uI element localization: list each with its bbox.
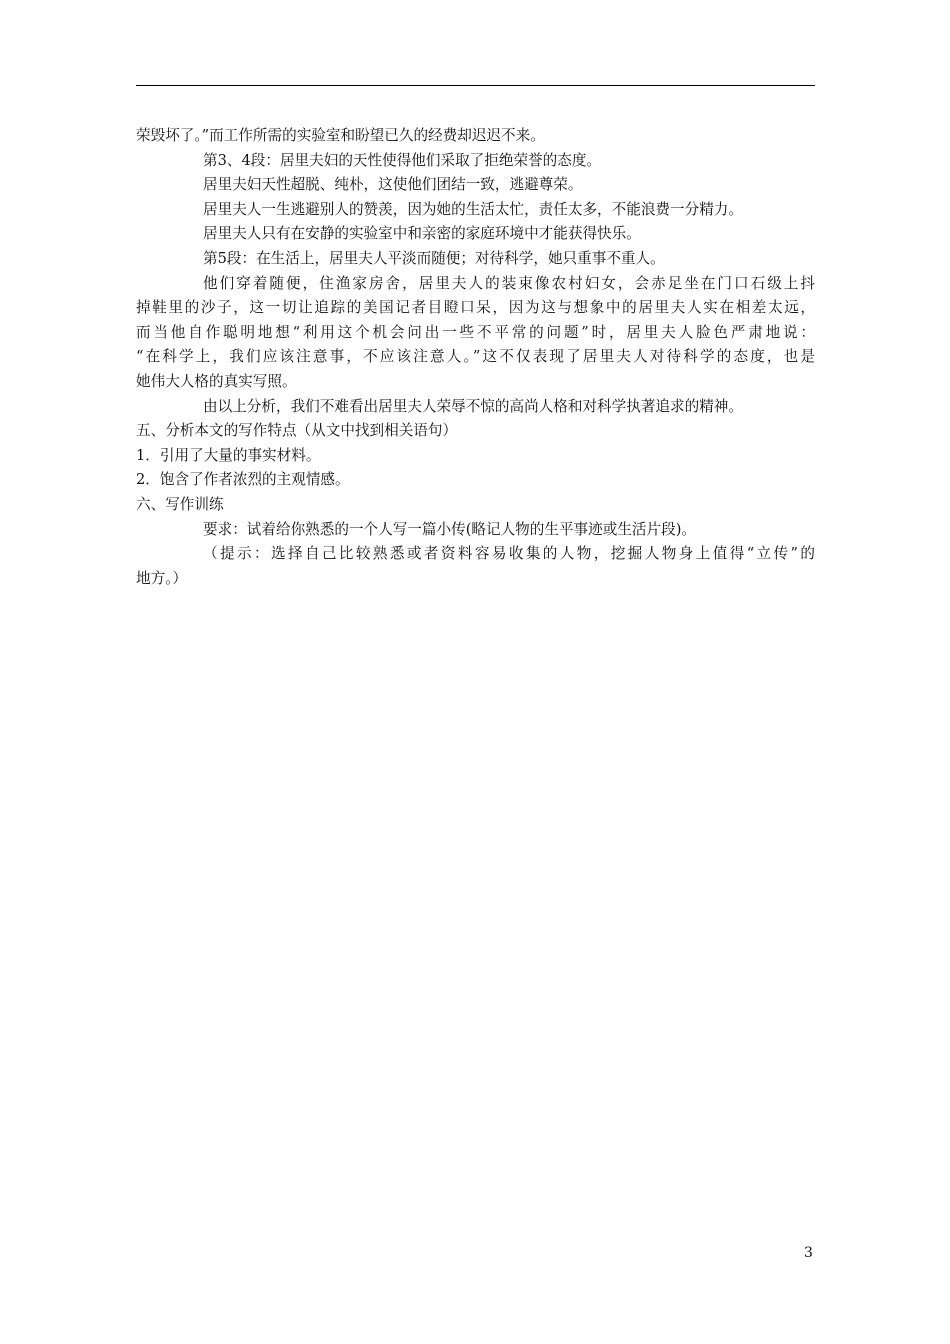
text-line: 掉鞋里的沙子，这一切让追踪的美国记者目瞪口呆，因为这与想象中的居里夫人实在相差太远， xyxy=(136,299,815,317)
text-line: 而当他自作聪明地想“利用这个机会问出一些不平常的问题”时，居里夫人脸色严肃地说： xyxy=(136,323,815,341)
section-heading-para-3-4: 第3、4段：居里夫妇的天性使得他们采取了拒绝荣誉的态度。 xyxy=(203,151,602,169)
section-heading-five: 五、分析本文的写作特点（从文中找到相关语句） xyxy=(136,422,458,440)
text-line: 地方。） xyxy=(136,569,188,587)
text-line: 由以上分析，我们不难看出居里夫人荣辱不惊的高尚人格和对科学执著追求的精神。 xyxy=(203,397,743,415)
section-heading-para-5: 第5段：在生活上，居里夫人平淡而随便；对待科学，她只重事不重人。 xyxy=(203,249,665,267)
text-line: 他们穿着随便，住渔家房舍，居里夫人的装束像农村妇女，会赤足坐在门口石级上抖 xyxy=(203,274,815,292)
page-number: 3 xyxy=(804,1245,813,1261)
text-line: “在科学上，我们应该注意事，不应该注意人。”这不仅表现了居里夫人对待科学的态度，也是 xyxy=(136,348,815,366)
section-heading-six: 六、写作训练 xyxy=(136,495,224,513)
list-item: 1．引用了大量的事实材料。 xyxy=(136,446,321,464)
text-line: 要求：试着给你熟悉的一个人写一篇小传(略记人物的生平事迹或生活片段)。 xyxy=(203,520,696,538)
text-line: （提示：选择自己比较熟悉或者资料容易收集的人物，挖掘人物身上值得“立传”的 xyxy=(203,545,815,563)
document-body xyxy=(136,124,815,591)
text-line: 居里夫妇天性超脱、纯朴，这使他们团结一致，逃避尊荣。 xyxy=(203,176,583,194)
header-rule xyxy=(136,85,815,86)
list-item: 2．饱含了作者浓烈的主观情感。 xyxy=(136,471,350,489)
text-line: 她伟大人格的真实写照。 xyxy=(136,372,297,390)
text-line: 居里夫人只有在安静的实验室中和亲密的家庭环境中才能获得快乐。 xyxy=(203,225,641,243)
text-line: 居里夫人一生逃避别人的赞羡，因为她的生活太忙，责任太多，不能浪费一分精力。 xyxy=(203,200,743,218)
text-line: 荣毁坏了。”而工作所需的实验室和盼望已久的经费却迟迟不来。 xyxy=(136,127,545,144)
